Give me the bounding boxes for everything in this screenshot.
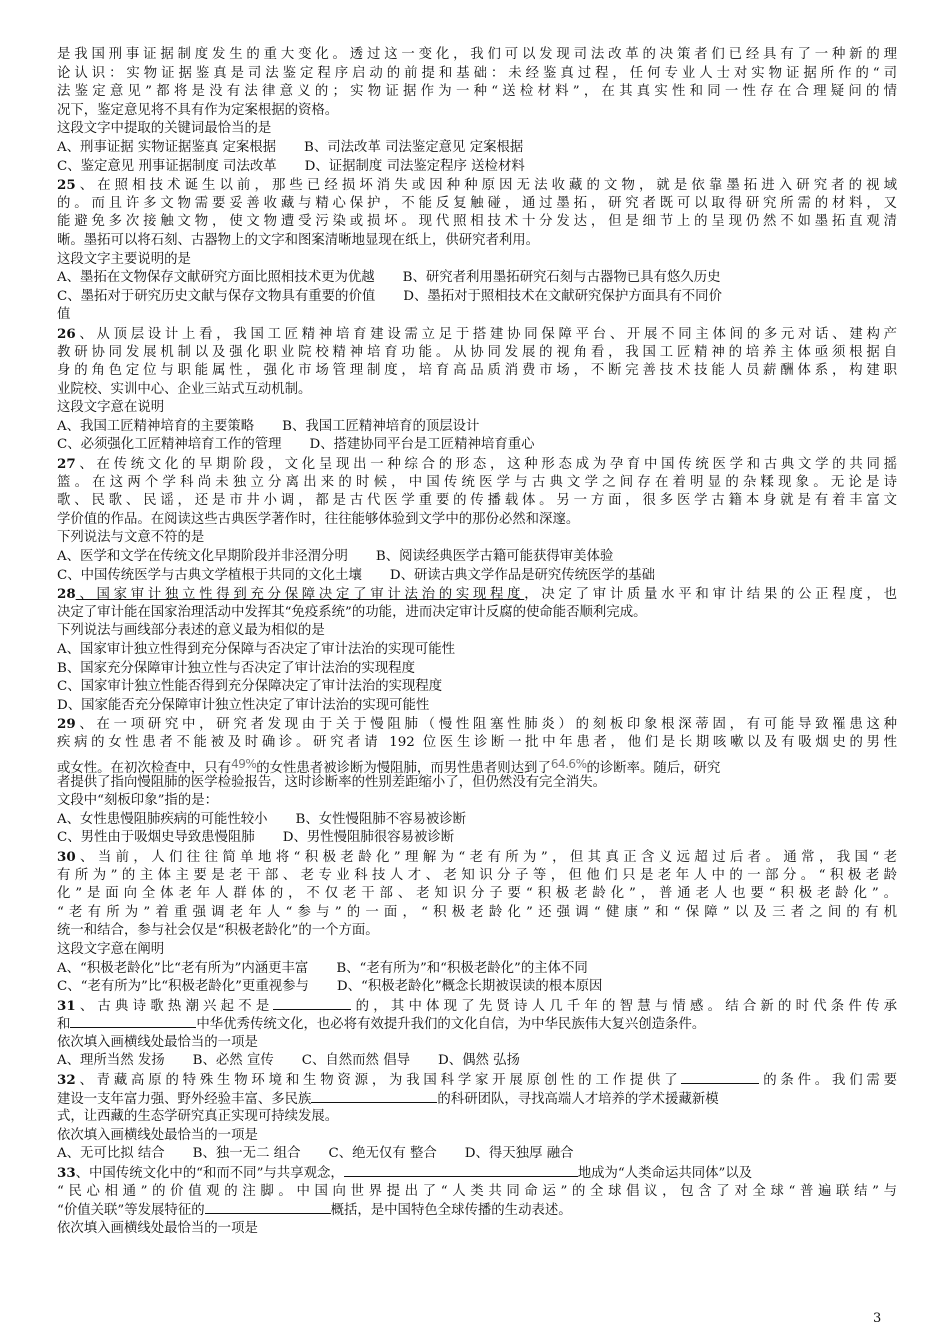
option-a: A、刑事证据 实物证据鉴真 定案根据 [57,139,277,155]
text-line [57,753,897,774]
options-row [57,436,897,455]
text-line [57,325,897,344]
option-c: C、自然而然 倡导 [301,1053,410,1069]
question-number: 26 [57,325,76,342]
fill-blank [311,1090,437,1103]
text-span: 概括，是中国特色全球传播的生动表述。 [330,1203,572,1219]
fill-blank [681,1071,759,1084]
question-stem: 依次填入画横线处最恰当的一项是 [57,1220,258,1236]
text-line: “民心相通”的价值观的注脚。中国向世界提出了“人类共同命运”的全球倡议，包含了对全球“普遍联结”与 [57,1183,897,1199]
options-row [57,829,897,848]
fill-blank [205,1201,331,1214]
text-span: 、在照相技术诞生以前，那些已经损坏消失或因种种原因无法收藏的文物，就是依靠墨拓进入研究者的视域 [75,178,897,194]
question-stem: 文段中“刻板印象”指的是： [57,793,218,809]
question-29 [57,715,897,848]
options-row [57,811,897,830]
text-span: 的，其中体现了先贤诗人几千年的智慧与情感。结合新的时代条件传承 [351,998,897,1014]
text-line: 有所为”的主体主要是老干部、老专业科技人才、老知识分子等，但他们只是老年人中的一部分。“积极老龄 [57,867,897,883]
text-line [57,1164,897,1183]
question-32 [57,1071,897,1164]
text-line [57,1015,897,1034]
option-a: A、墨拓在文物保存文献研究方面比照相技术更为优越 [57,270,375,286]
text-span: 、青藏高原的特殊生物环境和生物资源，为我国科学家开展原创性的工作提供了 [75,1073,682,1089]
option-a: A、理所当然 发扬 [57,1053,165,1069]
question-stem: 下列说法与文意不符的是 [57,530,205,546]
text-line: 式，让西藏的生态学研究真正实现可持续发展。 [57,1109,339,1125]
option-a: A、我国工匠精神培育的主要策略 [57,418,255,434]
question-27 [57,455,897,585]
text-span: 、古典诗歌热潮兴起不是 [75,998,274,1014]
options-row [57,288,897,307]
options-row [57,418,897,437]
text-line: 法鉴定意见”都将是没有法律意义的；实物证据作为一种“送检材料”，在其真实性和同一性存在合理疑问的情 [57,84,897,100]
option-b: B、研究者利用墨拓研究石刻与古器物已具有悠久历史 [402,270,721,286]
option-a: A、医学和文学在传统文化早期阶段并非泾渭分明 [57,549,348,565]
text-line: 统一和结合，参与社会仅是“积极老龄化”的一个方面。 [57,923,379,939]
option-b: B、阅读经典医学古籍可能获得审美体验 [375,549,614,565]
fill-blank [70,1015,196,1028]
text-line: 歌、民歌、民谣，还是市井小调，都是古代医学重要的传播载体。另一方面，很多医学古籍本身就是有着丰富文 [57,493,897,509]
text-span: 的条件。我们需要 [759,1073,897,1089]
option-d: D、证据制度 司法鉴定程序 送检材料 [304,158,525,174]
text-span: 、中国传统文化中的“和而不同”与共享观念， [75,1166,344,1182]
options-row [57,978,897,997]
option-d: D、国家能否充分保障审计独立性决定了审计法治的实现可能性 [57,697,430,713]
fill-blank [344,1164,578,1177]
text-line: 是我国刑事证据制度发生的重大变化。透过这一变化，我们可以发现司法改革的决策者们已经具有了一种新的理 [57,47,897,62]
text-line: 学价值的作品。在阅读这些古典医学著作时，往往能够体验到文学中的那份必然和深邃。 [57,511,580,527]
option-b: B、必然 宣传 [192,1053,274,1069]
text-line: 况下，鉴定意见将不具有作为定案根据的资格。 [57,102,339,118]
option-d: D、男性慢阻肺很容易被诊断 [282,830,455,846]
question-number: 32 [57,1072,76,1089]
question-number: 29 [57,716,76,733]
option-c: C、绝无仅有 整合 [328,1146,437,1162]
options-row [57,139,897,158]
option-d: D、墨拓对于照相技术在文献研究保护方面具有不同价 [403,288,722,304]
option-d: D、“积极老龄化”概念长期被误读的根本原因 [336,979,603,995]
question-number: 31 [57,997,76,1014]
text-span: 的科研团队，寻找高端人才培养的学术援藏新模 [437,1091,719,1107]
option-b: B、司法改革 司法鉴定意见 定案根据 [304,139,524,155]
option-c: C、国家审计独立性能否得到充分保障决定了审计法治的实现程度 [57,679,443,695]
text-line: 决定了审计能在国家治理活动中发挥其“免疫系统”的功能，进而决定审计反腐的使命能否顺利完成。 [57,604,647,620]
question-stem: 这段文字中提取的关键词最恰当的是 [57,121,272,137]
text-span: 的诊断率。随后，研究 [586,760,721,776]
text-line [57,585,897,604]
text-line: 能避免多次接触文物，使文物遭受污染或损坏。现代照相技术十分发达，但是细节上的呈现仍然不如墨拓直观清 [57,214,897,230]
text-line: 教研协同发展机制以及强化职业院校精神培育功能。从协同发展的视角看，我国工匠精神的培养主体亟须根据自 [57,344,897,360]
text-line [57,455,897,474]
text-span: 、在传统文化的早期阶段，文化呈现出一种综合的形态，这种形态成为孕育中国传统医学和古典文学的共同摇 [75,457,897,473]
text-line: 论认识：实物证据鉴真是司法鉴定程序启动的前提和基础：未经鉴真过程，任何专业人士对实物证据所作的“司 [57,65,897,81]
text-span: “价值关联”等发展特征的 [57,1203,205,1219]
option-d: D、搭建协同平台是工匠精神培育重心 [309,437,535,453]
question-25 [57,176,897,325]
option-a: A、国家审计独立性得到充分保障与否决定了审计法治的实现可能性 [57,642,455,657]
question-number: 25 [57,177,76,194]
question-30 [57,848,897,997]
options-row [57,567,897,586]
options-row [57,158,897,177]
text-span: ，决定了审计质量水平和审计结果的公正程度，也 [524,587,897,603]
question-stem: 依次填入画横线处最恰当的一项是 [57,1127,258,1143]
question-number: 33 [57,1165,76,1182]
question-28 [57,585,897,715]
question-33 [57,1164,897,1238]
question-stem: 这段文字主要说明的是 [57,251,191,267]
text-span: 、从顶层设计上看，我国工匠精神培育建设需立足于搭建协同保障平台、开展不同主体间的多元对话、建构产 [75,326,897,342]
question-31 [57,997,897,1071]
text-span: 、当前，人们往往简单地将“积极老龄化”理解为“老有所为”，但其真正含义远超过后者。通常，我国“老 [75,849,897,865]
text-span: 中华优秀传统文化，也必将有效提升我们的文化自信，为中华民族伟大复兴创造条件。 [196,1017,706,1033]
option-a: A、无可比拟 结合 [57,1146,165,1162]
document-page [57,46,897,1238]
text-line: 晰。墨拓可以将石刻、古器物上的文字和图案清晰地显现在纸上，供研究者利用。 [57,232,540,248]
question-number: 30 [57,848,76,865]
text-span: 的女性患者被诊断为慢阻肺，而男性患者则达到了 [256,760,551,776]
question-stem: 这段文字意在阐明 [57,941,165,957]
text-line: 业院校、实训中心、企业三站式互动机制。 [57,381,312,397]
fill-blank [273,997,351,1010]
question-number: 28 [57,586,76,603]
text-line: 值 [57,307,71,323]
text-line: 化”是面向全体老年人群体的，不仅老干部、老知识分子要“积极老龄化”，普通老人也要“积极老龄化”。 [57,886,897,902]
underlined-sentence: 、国家审计独立性得到充分保障决定了审计法治的实现程度 [75,587,525,603]
option-a: A、“积极老龄化”比“老有所为”内涵更丰富 [57,960,309,976]
question-stem: 这段文字意在说明 [57,400,165,416]
text-span: 、在一项研究中，研究者发现由于关于慢阻肺（慢性阻塞性肺炎）的刻板印象根深蒂固，有可能导致罹患这种 [75,717,897,733]
text-line [57,997,897,1016]
option-a: A、女性患慢阻肺疾病的可能性较小 [57,811,268,827]
options-row [57,1052,897,1071]
text-line [57,848,897,867]
option-c: C、男性由于吸烟史导致患慢阻肺 [57,830,255,846]
question-number: 27 [57,456,76,473]
text-line [57,1090,897,1109]
text-line: 身的角色定位与职能属性，强化市场管理制度，培育高品质消费市场，不断完善技术技能人员薪酬体系，构建职 [57,363,897,379]
option-d: D、偶然 弘扬 [437,1053,520,1069]
question-26 [57,325,897,455]
options-row [57,269,897,288]
option-c: C、中国传统医学与古典文学植根于共同的文化土壤 [57,567,362,583]
option-c: C、鉴定意见 刑事证据制度 司法改革 [57,158,277,174]
option-c: C、墨拓对于研究历史文献与保存文物具有重要的价值 [57,288,376,304]
text-line: 者提供了指向慢阻肺的医学检验报告，这时诊断率的性别差距缩小了，但仍然没有完全消失。 [57,774,607,790]
options-row [57,960,897,979]
options-row [57,548,897,567]
question-stem: 依次填入画横线处最恰当的一项是 [57,1034,258,1050]
text-line: “老有所为”着重强调老年人“参与”的一面，“积极老龄化”还强调“健康”和“保障”以及三者之间的有机 [57,904,897,920]
option-b: B、我国工匠精神培育的顶层设计 [282,418,480,434]
percent-64: 64.6% [550,756,587,771]
text-line [57,1201,897,1220]
text-line: 的。而且许多文物需要妥善收藏与精心保护，不能反复触碰，通过墨拓，研究者既可以取得研究所需的材料，又 [57,195,897,211]
option-d: D、得天独厚 融合 [464,1146,574,1162]
option-b: B、国家充分保障审计独立性与否决定了审计法治的实现程度 [57,660,415,676]
page-number: 3 [873,1311,882,1326]
text-line [57,1071,897,1090]
text-span: 建设一支年富力强、野外经验丰富、多民族 [57,1091,312,1107]
option-c: C、必须强化工匠精神培育工作的管理 [57,437,282,453]
option-b: B、“老有所为”和“积极老龄化”的主体不同 [336,960,588,976]
option-b: B、女性慢阻肺不容易被诊断 [295,811,467,827]
option-b: B、独一无二 组合 [192,1146,301,1162]
question-stem: 下列说法与画线部分表述的意义最为相似的是 [57,623,325,639]
passage-24 [57,46,897,176]
option-c: C、“老有所为”比“积极老龄化”更重视参与 [57,979,309,995]
text-span: 地成为“人类命运共同体”以及 [577,1166,753,1182]
text-line [57,715,897,734]
text-line: 疾病的女性患者不能被及时确诊。研究者请 192 位医生诊断一批中年患者，他们是长期咳嗽以及有吸烟史的男性 [57,734,897,750]
percent-49: 49% [231,756,257,771]
options-row [57,1145,897,1164]
text-span: 或女性。在初次检查中，只有 [57,760,232,776]
option-d: D、研读古典文学作品是研究传统医学的基础 [389,567,656,583]
text-span: 和 [57,1017,71,1033]
text-line: 篮。在这两个学科尚未独立分离出来的时候，中国传统医学与古典文学之间存在着明显的杂糅现象。无论是诗 [57,474,897,490]
text-line [57,176,897,195]
